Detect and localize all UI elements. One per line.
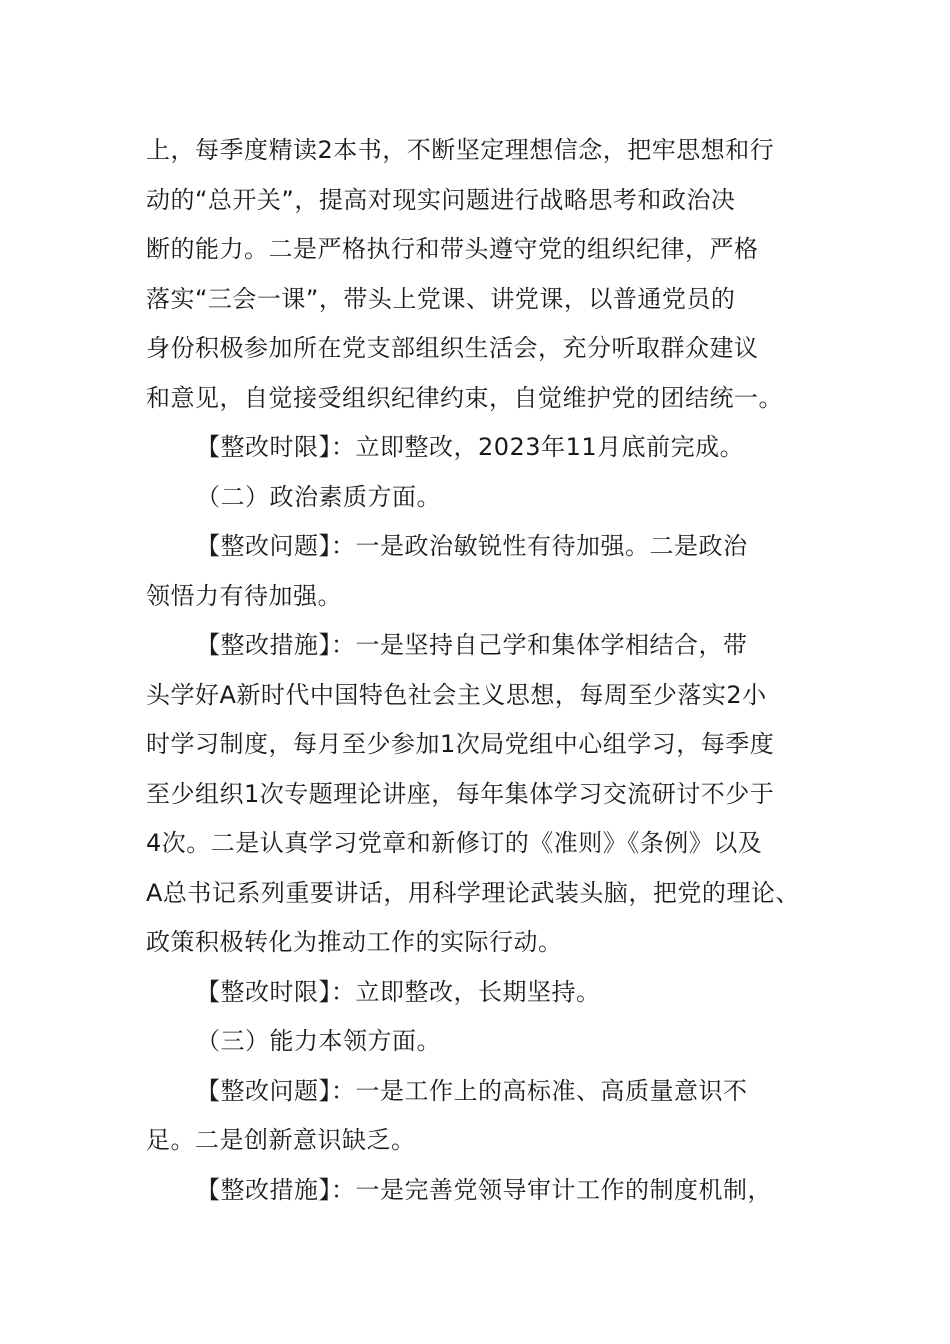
text-line: 动的“总开关”，提高对现实问题进行战略思考和政治决	[146, 185, 736, 214]
text-line: 头学好A新时代中国特色社会主义思想，每周至少落实2小	[146, 680, 767, 709]
text-line: 落实“三会一课”，带头上党课、讲党课，以普通党员的	[146, 284, 736, 313]
text-line: 政策积极转化为推动工作的实际行动。	[146, 928, 563, 956]
text-line: 足。二是创新意识缺乏。	[146, 1126, 416, 1154]
text-line: 断的能力。二是严格执行和带头遵守党的组织纪律，严格	[146, 235, 759, 263]
text-line: 【整改时限】：立即整改，长期坚持。	[196, 977, 601, 1006]
text-line: 【整改措施】：一是完善党领导审计工作的制度机制，	[196, 1175, 772, 1204]
text-line: 和意见，自觉接受组织纪律约束，自觉维护党的团结统一。	[146, 383, 783, 412]
text-line: （三）能力本领方面。	[196, 1027, 441, 1055]
text-line: 至少组织1次专题理论讲座，每年集体学习交流研讨不少于	[146, 779, 775, 808]
text-line: 【整改措施】：一是坚持自己学和集体学相结合，带	[196, 631, 748, 659]
text-line: A总书记系列重要讲话，用科学理论武装头脑，把党的理论、	[146, 878, 800, 907]
text-line: 4次。二是认真学习党章和新修订的《准则》《条例》以及	[146, 829, 763, 857]
text-line: （二）政治素质方面。	[196, 482, 441, 511]
text-line: 时学习制度，每月至少参加1次局党组中心组学习，每季度	[146, 730, 775, 758]
text-line: 【整改问题】：一是工作上的高标准、高质量意识不	[196, 1076, 748, 1105]
text-line: 上，每季度精读2本书，不断坚定理想信念，把牢思想和行	[146, 136, 775, 164]
document-body	[146, 126, 806, 1215]
text-line: 【整改时限】：立即整改，2023年11月底前完成。	[196, 433, 745, 461]
text-line: 身份积极参加所在党支部组织生活会，充分听取群众建议	[146, 334, 759, 362]
text-line: 【整改问题】：一是政治敏锐性有待加强。二是政治	[196, 532, 748, 560]
text-line: 领悟力有待加强。	[146, 581, 342, 610]
